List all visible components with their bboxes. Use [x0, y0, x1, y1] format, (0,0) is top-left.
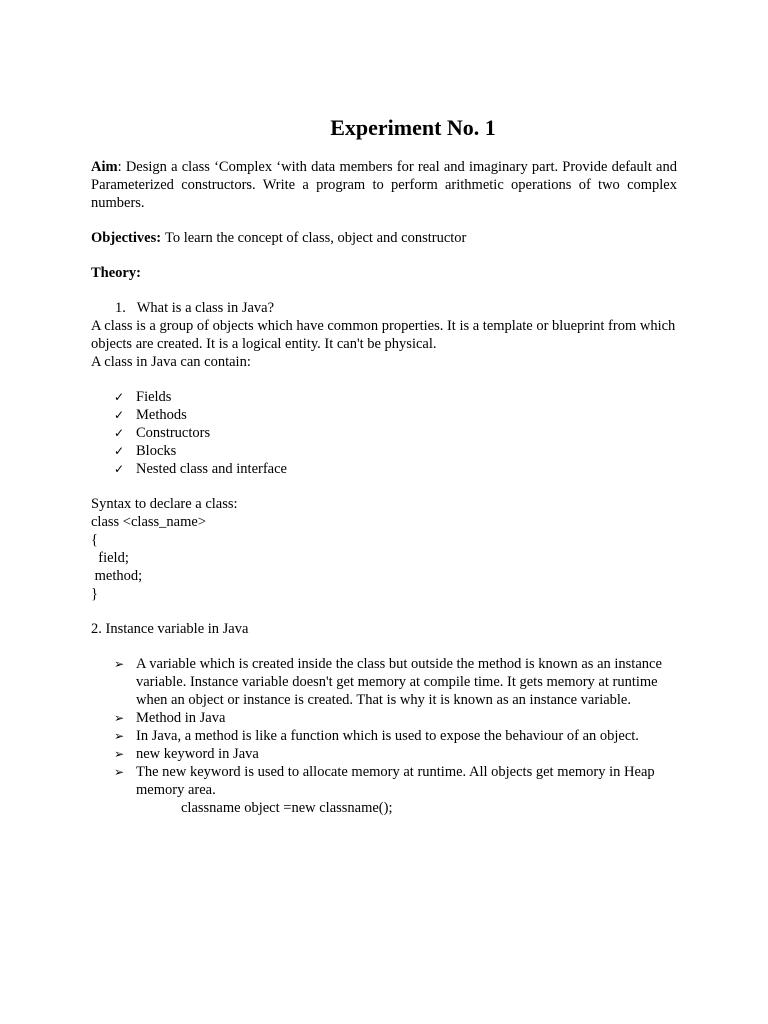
page-title: Experiment No. 1 — [330, 115, 496, 140]
aim-text: : Design a class ‘Complex ‘with data members for real and imaginary part. Provide default and Parameterized constructors. Write a program to perform arithmetic operations of two complex numbers. — [91, 159, 677, 211]
arrow-icon: ➢ — [113, 765, 125, 779]
list-item: ✓ Nested class and interface — [113, 461, 287, 477]
arrow-icon: ➢ — [113, 657, 125, 671]
objectives-paragraph — [91, 229, 677, 247]
syntax-line: } — [91, 586, 98, 602]
arrow-icon: ➢ — [113, 711, 125, 725]
aim-label: Aim — [91, 159, 118, 175]
arrow-icon: ➢ — [113, 729, 125, 743]
list-item: ➢ The new keyword is used to allocate memory at runtime. All objects get memory in Heap memory area. — [113, 764, 655, 798]
aim-paragraph — [91, 158, 677, 212]
list-item: ✓ Blocks — [113, 443, 177, 459]
list-item: ✓ Fields — [113, 389, 172, 405]
syntax-line: method; — [91, 568, 143, 584]
list-item: ➢ In Java, a method is like a function which is used to expose the behaviour of an object. — [113, 728, 639, 744]
question-2: 2. Instance variable in Java — [91, 621, 249, 637]
document-body — [91, 158, 677, 817]
check-icon: ✓ — [113, 408, 125, 422]
check-icon: ✓ — [113, 390, 125, 404]
objectives-text: To learn the concept of class, object and constructor — [165, 230, 467, 246]
arrow-icon: ➢ — [113, 747, 125, 761]
syntax-line: { — [91, 532, 98, 548]
check-icon: ✓ — [113, 426, 125, 440]
syntax-line: class <class_name> — [91, 514, 207, 530]
check-icon: ✓ — [113, 462, 125, 476]
list-item: ➢ A variable which is created inside the class but outside the method is known as an instance variable. Instance variable doesn't get memory at compile time. It gets memory at runtime when an object or instance is created. That is why it is known as an instance variable. — [113, 656, 662, 708]
question-1-text: What is a class in Java? — [136, 300, 275, 316]
question-1-number: 1. — [115, 300, 126, 316]
syntax-label: Syntax to declare a class: — [91, 496, 238, 512]
code-example: classname object =new classname(); — [181, 800, 393, 816]
class-contains-intro: A class in Java can contain: — [91, 354, 251, 370]
check-icon: ✓ — [113, 444, 125, 458]
instance-variable-list — [91, 655, 677, 799]
list-item: ✓ Constructors — [113, 425, 211, 441]
question-1 — [91, 299, 677, 317]
theory-heading: Theory: — [91, 265, 141, 281]
syntax-line: field; — [91, 550, 129, 566]
class-description: A class is a group of objects which have common properties. It is a template or blueprint from which objects are created. It is a logical entity. It can't be physical. — [91, 318, 676, 352]
list-item: ✓ Methods — [113, 407, 187, 423]
objectives-label: Objectives: — [91, 230, 162, 246]
list-item: ➢ new keyword in Java — [113, 746, 259, 762]
class-contents-list — [91, 388, 677, 478]
list-item: ➢ Method in Java — [113, 710, 226, 726]
